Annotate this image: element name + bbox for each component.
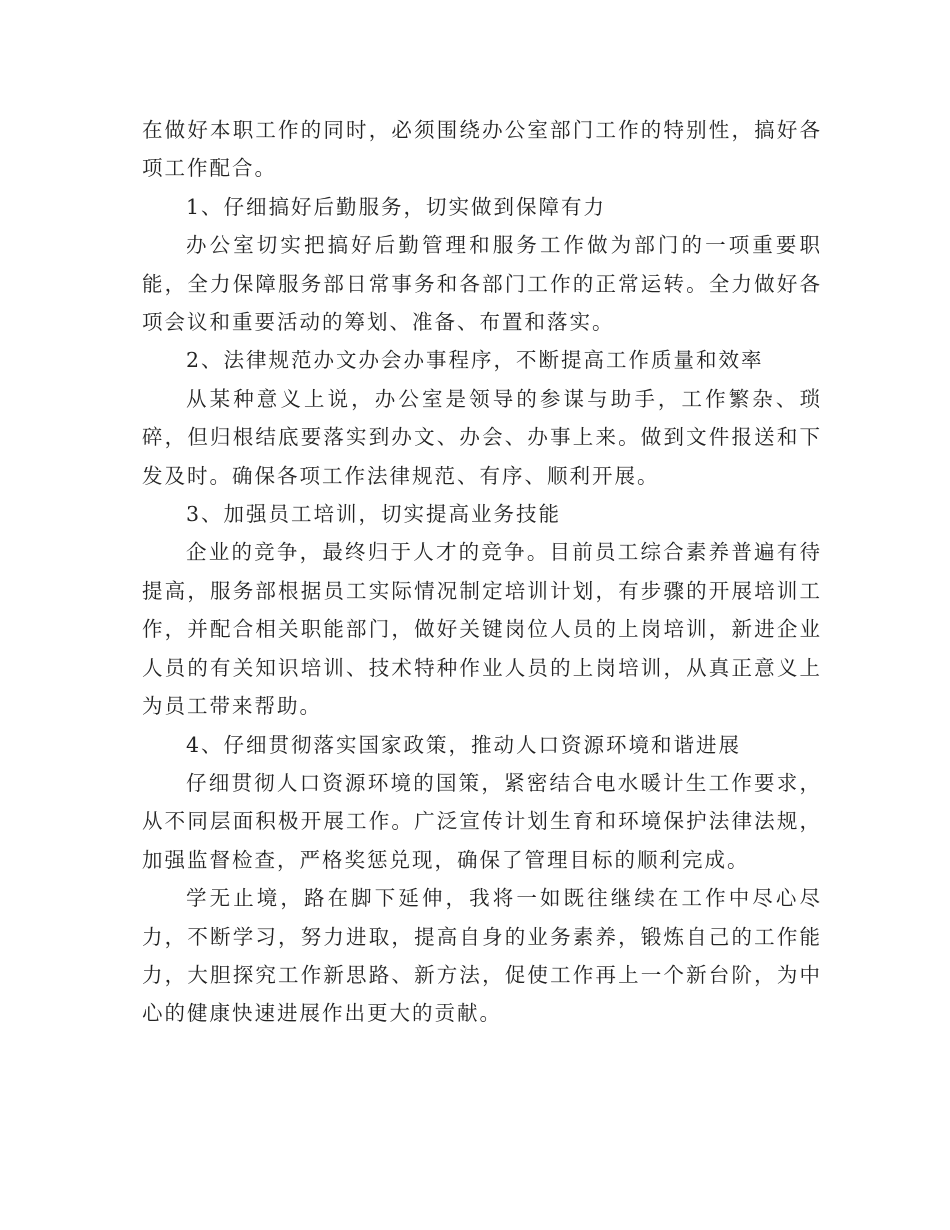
section-heading-4: 4、仔细贯彻落实国家政策，推动人口资源环境和谐进展 xyxy=(186,732,742,757)
section-heading-3: 3、加强员工培训，切实提高业务技能 xyxy=(186,502,562,527)
paragraph-conclusion: 学无止境，路在脚下延伸，我将一如既往继续在工作中尽心尽力，不断学习，努力进取，提高自身的业务素养，锻炼自己的工作能力，大胆探究工作新思路、新方法，促使工作再上一个新台阶，为中心的健康快速进展作出更大的贡献。 xyxy=(142,886,822,1026)
paragraph-4: 仔细贯彻人口资源环境的国策，紧密结合电水暖计生工作要求，从不同层面积极开展工作。广泛宣传计划生育和环境保护法律法规，加强监督检查，严格奖惩兑现，确保了管理目标的顺利完成。 xyxy=(142,770,822,872)
document-body xyxy=(142,111,822,1033)
section-heading-1: 1、仔细搞好后勤服务，切实做到保障有力 xyxy=(186,194,607,219)
paragraph-3: 企业的竞争，最终归于人才的竞争。目前员工综合素养普遍有待提高，服务部根据员工实际情况制定培训计划，有步骤的开展培训工作，并配合相关职能部门，做好关键岗位人员的上岗培训，新进企业人员的有关知识培训、技术特种作业人员的上岗培训，从真正意义上为员工带来帮助。 xyxy=(142,540,822,719)
paragraph-1: 办公室切实把搞好后勤管理和服务工作做为部门的一项重要职能，全力保障服务部日常事务和各部门工作的正常运转。全力做好各项会议和重要活动的筹划、准备、布置和落实。 xyxy=(142,233,822,335)
paragraph-intro-continuation: 在做好本职工作的同时，必须围绕办公室部门工作的特别性，搞好各项工作配合。 xyxy=(142,118,822,181)
paragraph-2: 从某种意义上说，办公室是领导的参谋与助手，工作繁杂、琐碎，但归根结底要落实到办文、办会、办事上来。做到文件报送和下发及时。确保各项工作法律规范、有序、顺利开展。 xyxy=(142,386,822,488)
section-heading-2: 2、法律规范办文办会办事程序，不断提高工作质量和效率 xyxy=(186,348,764,373)
